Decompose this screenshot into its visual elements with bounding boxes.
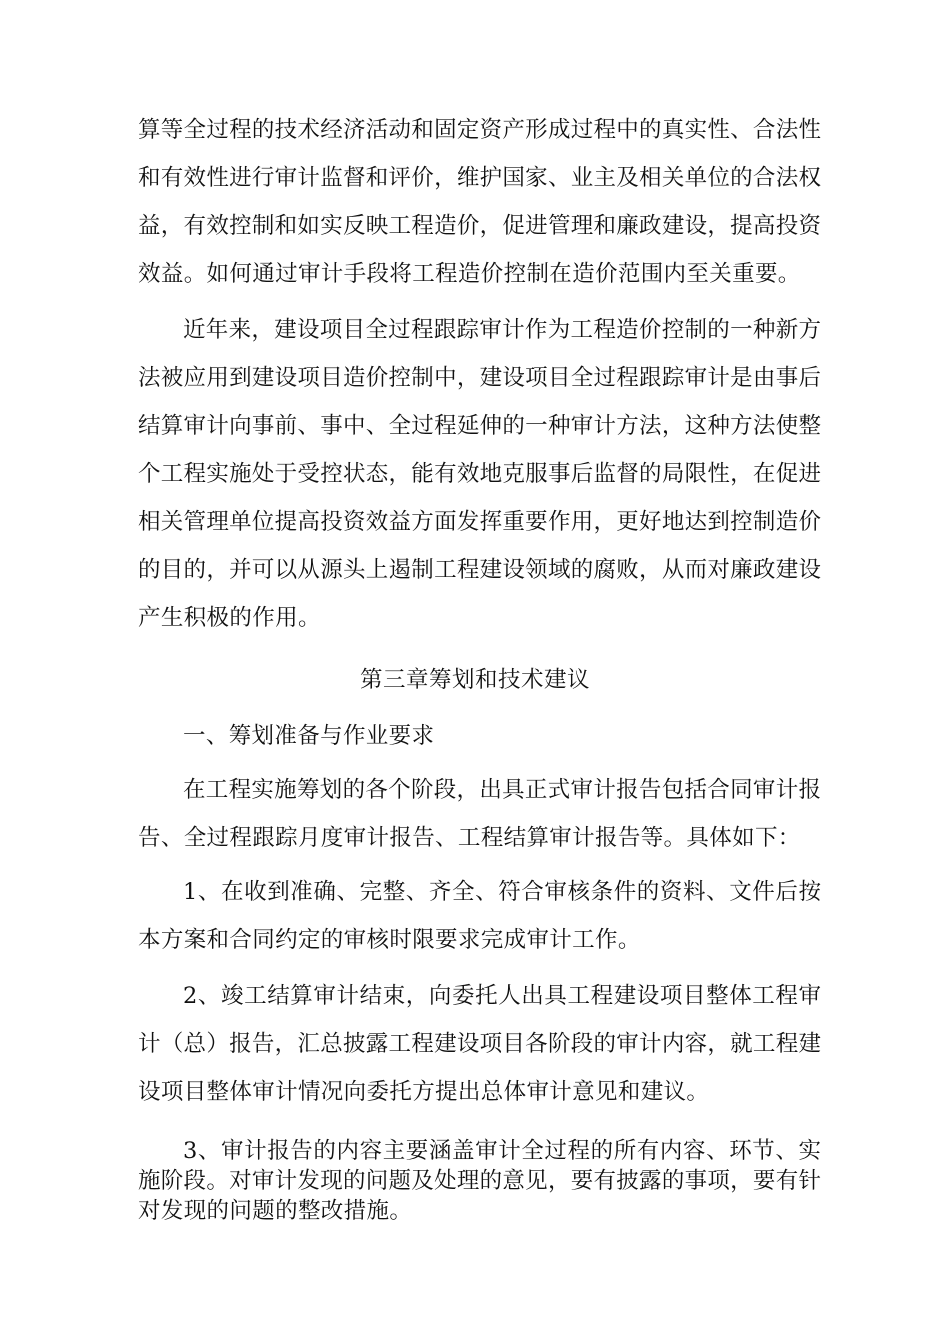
text-line: 效益。如何通过审计手段将工程造价控制在造价范围内至关重要。 <box>138 261 801 287</box>
text-line: 算等全过程的技术经济活动和固定资产形成过程中的真实性、合法性 <box>138 117 821 143</box>
text-line: 3、审计报告的内容主要涵盖审计全过程的所有内容、环节、实 <box>183 1138 821 1164</box>
text-line: 施阶段。对审计发现的问题及处理的意见，要有披露的事项，要有针 <box>138 1168 821 1194</box>
text-line: 产生积极的作用。 <box>138 605 321 631</box>
text-line: 相关管理单位提高投资效益方面发挥重要作用，更好地达到控制造价 <box>138 509 821 535</box>
text-line: 1、在收到准确、完整、齐全、符合审核条件的资料、文件后按 <box>183 879 821 905</box>
text-line: 本方案和合同约定的审核时限要求完成审计工作。 <box>138 927 641 953</box>
text-line: 设项目整体审计情况向委托方提出总体审计意见和建议。 <box>138 1079 710 1105</box>
text-line: 在工程实施筹划的各个阶段，出具正式审计报告包括合同审计报 <box>183 777 821 803</box>
text-line: 2、竣工结算审计结束，向委托人出具工程建设项目整体工程审 <box>183 983 821 1009</box>
text-line: 对发现的问题的整改措施。 <box>138 1198 413 1224</box>
text-line: 告、全过程跟踪月度审计报告、工程结算审计报告等。具体如下： <box>138 825 801 851</box>
text-line: 和有效性进行审计监督和评价，维护国家、业主及相关单位的合法权 <box>138 165 821 191</box>
text-line: 的目的，并可以从源头上遏制工程建设领域的腐败，从而对廉政建设 <box>138 557 821 583</box>
text-line: 结算审计向事前、事中、全过程延伸的一种审计方法，这种方法使整 <box>138 413 821 439</box>
text-line: 计（总）报告，汇总披露工程建设项目各阶段的审计内容，就工程建 <box>138 1031 821 1057</box>
text-line: 益，有效控制和如实反映工程造价，促进管理和廉政建设，提高投资 <box>138 213 821 239</box>
text-line: 近年来，建设项目全过程跟踪审计作为工程造价控制的一种新方 <box>183 317 821 343</box>
text-line: 法被应用到建设项目造价控制中，建设项目全过程跟踪审计是由事后 <box>138 365 821 391</box>
text-line: 个工程实施处于受控状态，能有效地克服事后监督的局限性，在促进 <box>138 461 821 487</box>
section-title: 一、筹划准备与作业要求 <box>183 723 435 749</box>
chapter-title: 第三章筹划和技术建议 <box>359 667 590 693</box>
